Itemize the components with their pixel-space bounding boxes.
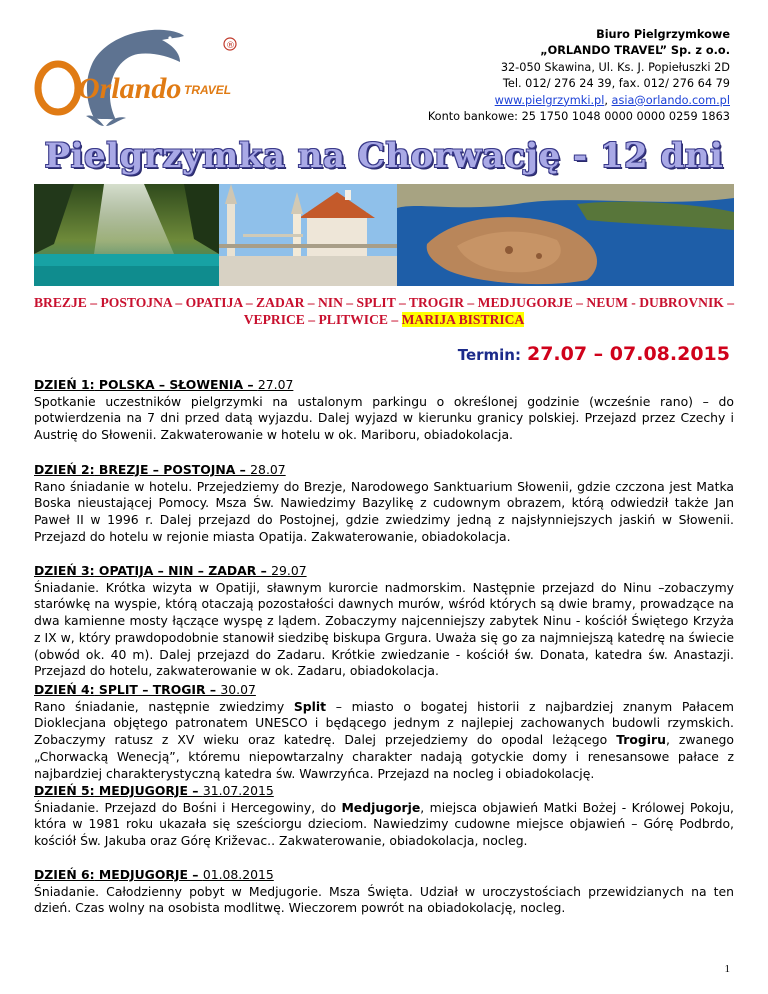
day-heading [34,783,734,800]
day-5 [34,783,734,850]
day-date: 28.07 [250,462,286,477]
day-heading [34,462,734,479]
day-label: DZIEŃ 5: [34,783,95,798]
day-text-part: , zwanego „Chorwacką Wenecją”, któremu niepowtarzalny charakter nadają gotyckie domy i renesansowe pałace z najbardziej charakterystyczną katedra św. Wawrzyńca. Przejazd na nocleg i obiadokolację. [34,732,735,781]
company-contacts [428,93,730,109]
logo-wordmark: Orlando [78,72,182,105]
email-link[interactable]: asia@orlando.com.pl [611,93,730,107]
day-date: 30.07 [220,682,256,697]
termin [458,343,730,365]
termin-label: Termin: [457,346,521,364]
route-main: BREZJE – POSTOJNA – OPATIJA – ZADAR – NIN – SPLIT – TROGIR – MEDJUGORJE – NEUM - DUBROVNIK – VEPRICE – PLITWICE – [33,295,735,327]
day-3 [34,563,734,680]
day-heading [34,377,734,394]
day-text-part: – miasto o bogatej historii z najbardziej znanym Pałacem Dioklecjana objętego patronatem UNESCO i będącego jednym z najlepiej zachowanych budowli rzymskich. Zobaczymy ratusz z XV wieku oraz katedrę. Dalej przejedziemy do opodal leżącego [34,698,734,748]
day-text: Śniadanie. Całodzienny pobyt w Medjugorie. Msza Święta. Udział w uroczystościach przewidzianych na ten dzień. Czas wolny na osobista modlitwę. Wieczorem powrót na obiadokolację, nocleg. [34,883,734,916]
day-date: 27.07 [257,377,294,392]
day-places: BREZJE – POSTOJNA – [94,462,251,477]
day-label: DZIEŃ 1: [34,377,95,392]
day-text: Rano śniadanie w hotelu. Przejedziemy do Brezje, Narodowego Sanktuarium Słowenii, gdzie czczona jest Matka Boska nieustającej Pomocy. Msza Św. Nawiedzimy Bazylikę z cudownym obrazem, którą odwiedził także Jan Paweł II w 1996 r. Dalej przejazd do Postojnej, gdzie zwiedzimy jedną z najsłynniejszych jaskiń w Słowenii. Przejazd do hotelu w rejonie miasta Opatija. Zakwaterowanie, obiadokolacja. [34,478,734,544]
route-list [30,294,738,328]
photo-medjugorje [219,184,397,286]
day-4 [34,682,734,782]
website-link[interactable]: www.pielgrzymki.pl [494,93,605,107]
day-2 [34,462,734,546]
day-date: 29.07 [271,563,307,578]
company-line1: Biuro Pielgrzymkowe [596,28,730,41]
day-places: POLSKA – SŁOWENIA – [94,377,258,392]
day-text: Śniadanie. Krótka wizyta w Opatiji, sławnym kurorcie nadmorskim. Następnie przejazd do Ninu –zobaczymy starówkę na wyspie, którą otaczają pozostałości dawnych murów, wśród których są dwie bramy, prowadzące na dwa kamienne mosty łączące wyspę z lądem. Zobaczymy najcenniejszy zabytek Ninu - kościół Świętego Krzyża z IX w, który prawdopodobnie stanowił siedzibę biskupa Grgura. Uważa się go za najmniejszą katedrę na świecie (obwód ok. 40 m). Dalej przejazd do Zadaru. Krótkie zwiedzanie - kościół św. Donata, katedra św. Anastazji. Przejazd do hotelu, zakwaterowanie w ok. Zadaru, obiadokolacja. [34,579,734,679]
day-heading [34,682,734,699]
photo-dubrovnik [397,184,734,286]
termin-dates: 27.07 – 07.08.2015 [526,343,730,365]
company-name: „ORLANDO TRAVEL” Sp. z o.o. [540,44,730,58]
day-1 [34,377,734,444]
place-split: Split [293,698,327,714]
logo-sub: TRAVEL [184,83,232,97]
day-text-part: Śniadanie. Przejazd do Bośni i Hercegowiny, do [34,799,342,815]
day-date: 31.07.2015 [202,783,274,798]
day-text-part: , miejsca objawień Matki Bożej - Królowej Pokoju, która w 1981 roku ukazała się sześciorgu dzieciom. Nawiedzimy cudowne miejsce objawień – Górę Podbrdo, kościół Św. Jakuba oraz Górę Križevac.. Zakwaterowanie, obiadokolacja, nocleg. [34,799,734,849]
day-places: MEDJUGORJE – [94,867,203,882]
company-address: 32-050 Skawina, Ul. Ks. J. Popiełuszki 2D [500,60,730,74]
day-label: DZIEŃ 3: [34,563,95,578]
day-places: SPLIT – TROGIR – [94,682,221,697]
orlando-logo [34,22,244,132]
day-text: Spotkanie uczestników pielgrzymki na ustalonym parkingu o określonej godzinie (wcześnie rano) – do potwierdzenia na 7 dni przed datą wyjazdu. Dalej wyjazd w kierunku granicy polskiej. Przejazd przez Czechy i Austrię do Słowenii. Zakwaterowanie w hotelu w ok. Mariboru, obiadokolacja. [34,393,734,443]
place-medjugorje: Medjugorje [341,799,421,815]
day-label: DZIEŃ 2: [34,462,95,477]
photo-waterfall [34,184,219,286]
day-date: 01.08.2015 [202,867,274,882]
bank-account: Konto bankowe: 25 1750 1048 0000 0000 0259 1863 [427,110,730,124]
day-text [34,800,734,850]
day-heading [34,867,734,884]
day-label: DZIEŃ 4: [34,682,95,697]
company-phones: Tel. 012/ 276 24 39, fax. 012/ 276 64 79 [502,77,730,91]
day-label: DZIEŃ 6: [34,867,95,882]
registered-mark: ® [226,41,235,51]
place-trogir: Trogiru [616,732,666,748]
company-info [428,27,730,125]
day-heading [34,563,734,580]
day-text-part: Rano śniadanie, następnie zwiedzimy [34,698,294,714]
route-highlight: MARIJA BISTRICA [401,312,525,327]
page-number: 1 [724,963,730,975]
day-6 [34,867,734,917]
day-places: OPATIJA – NIN – ZADAR – [94,563,272,578]
day-places: MEDJUGORJE – [94,783,203,798]
contact-separator: , [604,93,612,107]
day-text [34,699,734,783]
page-title: Pielgrzymka na Chorwację - 12 dni [44,136,724,176]
